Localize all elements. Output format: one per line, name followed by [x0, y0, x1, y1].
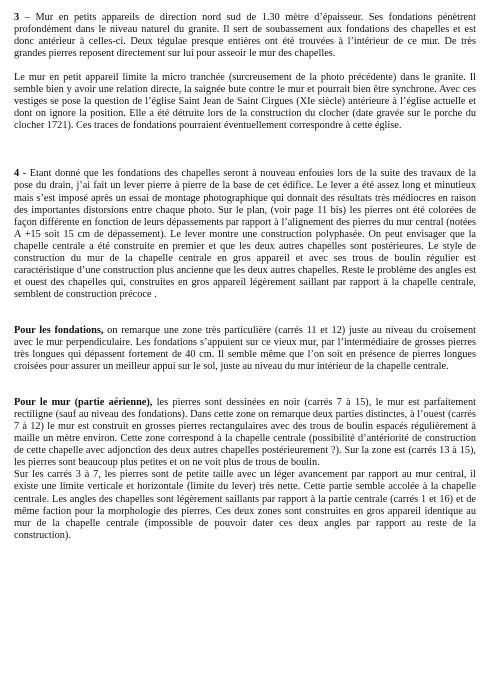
paragraph-carres	[14, 469, 476, 541]
paragraph-text: - Etant donné que les fondations des chapelles seront à nouveau enfouies lors de la suite des travaux de la pose du drain, j’ai fait un lever pierre à pierre de la base de cet édifice. Le lever a été assez long et minutieux mais s’est imposé après un essai de montage photographique qui donnait des résultats très médiocres en raison des importantes distorsions entre chaque photo. Sur le plan, (voir page 11 bis) les pierres ont été colorées de façon différente en fonction de leurs dépassements par rapport à l’alignement des pierres du mur central (notées A +15 soit 15 cm de dépassement). Le lever montre une construction polyphasée. On peut envisager que la chapelle centrale a été construite en premier et que les deux autres chapelles sont postérieures. Le style de construction du mur de la chapelle centrale en gros appareil et avec ses trous de boulin régulier est caractéristique d’une construction plus ancienne que les deux autres chapelles. Reste le problème des angles est et ouest des chapelles qui, construites en gros appareil légèrement saillant par rapport à la chapelle centrale, semblent de construction précoce .	[14, 168, 476, 300]
paragraph-4	[14, 168, 476, 301]
paragraph-micro-tranchee	[14, 72, 476, 132]
paragraph-text: on remarque une zone très particulière (carrés 11 et 12) juste au niveau du croisement avec le mur perpendiculaire. Les fondations s’appuient sur ce vieux mur, par l’intermédiaire de grosses pierres très longues qui dépassent fortement de 40 cm. Il semble même que l’on soit en présence de pierres longues croisées pour assurer un meilleur appui sur le sol, juste au niveau du mur intérieur de la chapelle centrale.	[14, 324, 477, 373]
paragraph-text: Le mur en petit appareil limite la micro tranchée (surcreusement de la photo précédente) dans le granite. Il semble bien y avoir une relation directe, la saignée bute contre le mur et pourrait bien être synchrone. Avec ces vestiges se pose la question de l’église Saint Jean de Saint Cirgues (XIe siècle) antérieure à l’église actuelle et dont on ignore la position. Elle a été détruite lors de la construction du clocher (date gravée sur le porche du clocher 1721). Ces traces de fondations pourraient éventuellement correspondre à cette église.	[14, 72, 476, 132]
paragraph-mur	[14, 397, 476, 469]
paragraph-number: 4	[14, 168, 20, 180]
paragraph-text: – Mur en petits appareils de direction nord sud de 1.30 mètre d’épaisseur. Ses fondations pénètrent profondément dans le niveau naturel du granite. Il sert de soubassement aux fondations des chapelles et est donc antérieur à celles-ci. Deux tégulae presque entières ont été trouvées à l’intérieur de ce mur. De très grandes pierres reposent directement sur lui pour asseoir le mur des chapelles.	[14, 12, 476, 60]
paragraph-fondations	[14, 325, 476, 373]
paragraph-number: 3	[14, 12, 20, 23]
paragraph-text: Sur les carrés 3 à 7, les pierres sont de petite taille avec un léger avancement par rapport au mur central, il existe une limite verticale et horizontale (limite du lever) très nette. Cette partie semble accolée à la chapelle centrale. Les angles des chapelles sont légèrement saillants par rapport à la partie centrale (carrés 1 et 16) et de même faction pour la morphologie des pierres. Ces deux zones sont construites en gros appareil identique au mur de la chapelle centrale (impossible de pouvoir dater ces deux angles par rapport au reste de la construction).	[14, 469, 476, 541]
paragraph-text: les pierres sont dessinées en noir (carrés 7 à 15), le mur est parfaitement rectiligne (sauf au niveau des fondations). Dans cette zone on remarque deux parties distinctes, à l’ouest (carrés 7 à 12) le mur est construit en grosses pierres rectangulaires avec des trous de boulin espacés régulièrement à maille un mètre environ. Cette zone correspond à la chapelle centrale (possibilité d’antériorité de construction de cette chapelle avec adjonction des deux autres chapelles postérieurement ?). Sur la zone est (carrés 13 à 15), les pierres sont beaucoup plus petites et on ne voit plus de trous de boulin.	[14, 397, 477, 469]
paragraph-lead: Pour les fondations,	[14, 324, 104, 336]
paragraph-lead: Pour le mur (partie aérienne),	[14, 397, 153, 409]
paragraph-3	[14, 12, 476, 60]
